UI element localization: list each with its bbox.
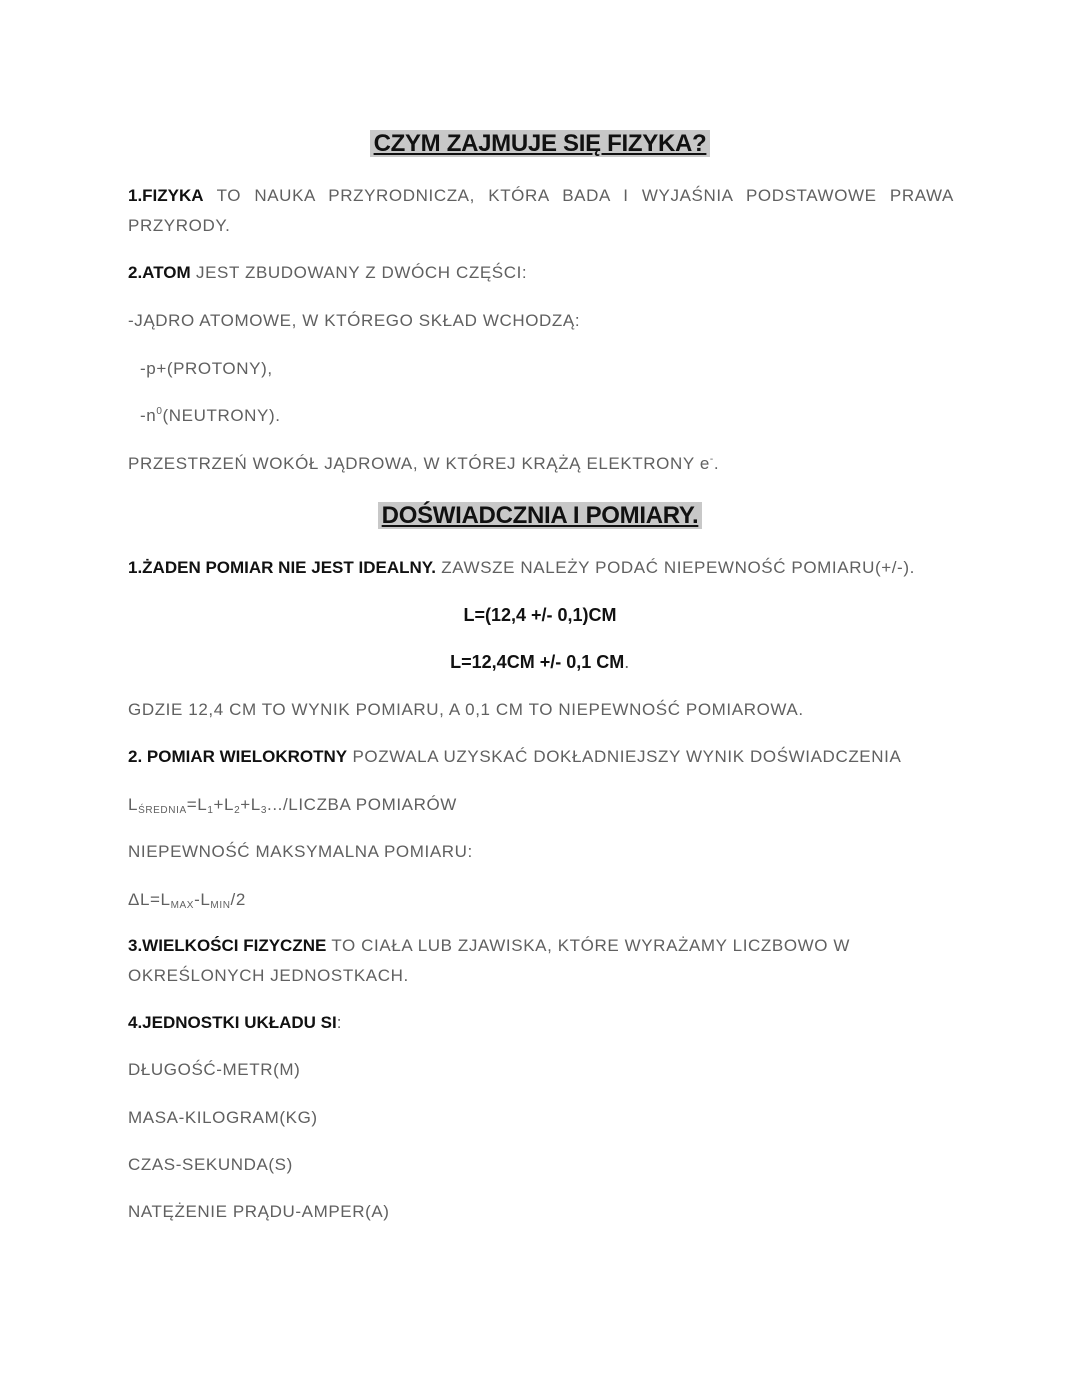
max-uncertainty-label (128, 842, 954, 862)
delta-l: ΔL=L (128, 890, 171, 909)
unit-current (128, 1202, 954, 1222)
term-atom: 2.ATOM (128, 263, 191, 282)
plus-l: +L (213, 795, 235, 814)
protons-text: (PROTONY), (166, 359, 273, 378)
paragraph-physical-quantities (128, 936, 954, 956)
paragraph-physics-definition-cont (128, 216, 954, 236)
quantities-text-cont: OKREŚLONYCH JEDNOSTKACH. (128, 966, 409, 985)
formula-1 (0, 605, 1080, 626)
paragraph-repeated-measurement (128, 747, 954, 767)
term-fizyka: 1.FIZYKA (128, 186, 204, 205)
formula-2-text: L=12,4CM +/- 0,1 CM (450, 652, 625, 672)
symbol-l: L (128, 795, 139, 814)
paragraph-no-ideal-measurement (128, 558, 954, 578)
uncertainty-text: ZAWSZE NALEŻY PODAĆ NIEPEWNOŚĆ POMIARU(+/-). (435, 558, 915, 577)
average-formula (128, 795, 954, 816)
section-title-measurements (0, 502, 1080, 530)
definition-text: TO NAUKA PRZYRODNICZA, KTÓRA BADA I WYJAŚNIA PODSTAWOWE PRAWA (203, 186, 954, 205)
unit-time-text: CZAS-SEKUNDA(S) (128, 1155, 293, 1174)
unit-time (128, 1155, 954, 1175)
term-physical-quantities: 3.WIELKOŚCI FIZYCZNE (128, 936, 327, 955)
repeated-text: POZWALA UZYSKAĆ DOKŁADNIEJSZY WYNIK DOŚWIADCZENIA (347, 747, 902, 766)
period: . (713, 454, 720, 473)
paragraph-si-units (128, 1013, 954, 1033)
subscript-2: 2 (234, 805, 241, 816)
delta-formula (128, 890, 954, 911)
subscript-srednia: ŚREDNIA (138, 805, 187, 816)
unit-length-text: DŁUGOŚĆ-METR(M) (128, 1060, 301, 1079)
unit-mass (128, 1108, 954, 1128)
unit-current-text: NATĘŻENIE PRĄDU-AMPER(A) (128, 1202, 390, 1221)
term-si-units: 4.JEDNOSTKI UKŁADU SI (128, 1013, 337, 1032)
minus-l: -L (194, 890, 211, 909)
subscript-max: MAX (170, 900, 195, 911)
nucleus-text: -JĄDRO ATOMOWE, W KTÓREGO SKŁAD WCHODZĄ: (128, 311, 581, 330)
explanation-line (128, 700, 954, 720)
atom-text: JEST ZBUDOWANY Z DWÓCH CZĘŚCI: (190, 263, 528, 282)
neutrons-charge: 0 (156, 406, 163, 417)
electron-charge: - (709, 454, 714, 465)
period: . (624, 652, 630, 672)
max-uncertainty-text: NIEPEWNOŚĆ MAKSYMALNA POMIARU: (128, 842, 473, 861)
nucleus-line (128, 311, 954, 331)
paragraph-physics-definition (128, 186, 954, 206)
subscript-3: 3 (260, 805, 268, 816)
formula-tail: .../LICZBA POMIARÓW (267, 795, 457, 814)
heading-text: DOŚWIADCZNIA I POMIARY. (378, 502, 703, 529)
quantities-text: TO CIAŁA LUB ZJAWISKA, KTÓRE WYRAŻAMY LICZBOWO W (326, 936, 851, 955)
neutrons-symbol: -n (140, 406, 157, 425)
subscript-min: MIN (210, 900, 231, 911)
formula-2 (0, 652, 1080, 673)
heading-text: CZYM ZAJMUJE SIĘ FIZYKA? (370, 130, 711, 157)
paragraph-atom (128, 263, 954, 283)
formula-1-text: L=(12,4 +/- 0,1)CM (463, 605, 617, 625)
protons-symbol: -p (140, 359, 157, 378)
definition-text-cont: PRZYRODY. (128, 216, 231, 235)
protons-charge: + (156, 359, 167, 378)
unit-mass-text: MASA-KILOGRAM(KG) (128, 1108, 318, 1127)
section-title-physics (0, 130, 1080, 158)
unit-length (128, 1060, 954, 1080)
term-repeated-measurement: 2. POMIAR WIELOKROTNY (128, 747, 348, 766)
term-no-ideal: 1.ŻADEN POMIAR NIE JEST IDEALNY. (128, 558, 436, 577)
protons-line (140, 359, 966, 379)
subscript-1: 1 (207, 805, 214, 816)
divide-two: /2 (230, 890, 246, 909)
electron-space-text: PRZESTRZEŃ WOKÓŁ JĄDROWA, W KTÓREJ KRĄŻĄ ELEKTRONY e (128, 454, 710, 473)
paragraph-physical-quantities-cont (128, 966, 954, 986)
plus-l: +L (240, 795, 261, 814)
explanation-text: GDZIE 12,4 CM TO WYNIK POMIARU, A 0,1 CM TO NIEPEWNOŚĆ POMIAROWA. (128, 700, 804, 719)
neutrons-text: (NEUTRONY). (162, 406, 281, 425)
colon: : (336, 1013, 343, 1032)
equals-l: =L (186, 795, 208, 814)
neutrons-line (140, 406, 966, 426)
electron-space-line (128, 454, 954, 474)
